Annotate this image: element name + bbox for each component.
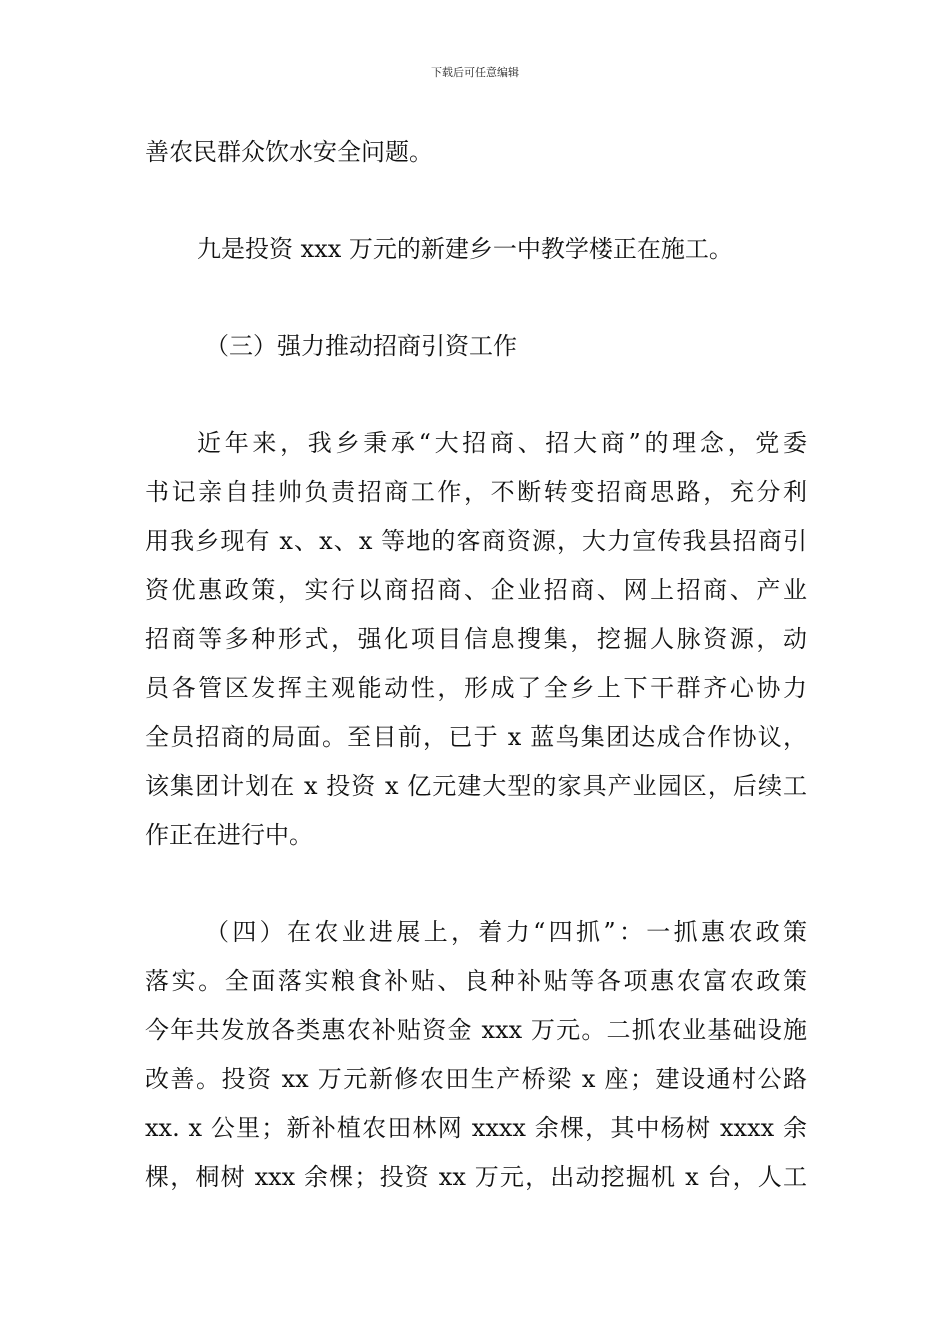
text-line: 棵，桐树 xxx 余棵；投资 xx 万元，出动挖掘机 x 台，人工 <box>145 1163 807 1191</box>
text-line: 作正在进行中。 <box>145 821 313 849</box>
paragraph-4 <box>145 419 807 860</box>
section-heading-3 <box>145 322 807 371</box>
text-line: 用我乡现有 x、x、x 等地的客商资源，大力宣传我县招商引 <box>145 527 807 555</box>
paragraph-gap <box>145 274 807 322</box>
document-body <box>145 128 807 1202</box>
text-line: 善农民群众饮水安全问题。 <box>145 138 433 166</box>
paragraph-gap <box>145 371 807 419</box>
text-line: 今年共发放各类惠农补贴资金 xxx 万元。二抓农业基础设施 <box>145 1016 807 1044</box>
text-line: 员各管区发挥主观能动性，形成了全乡上下干群齐心协力 <box>145 674 807 702</box>
text-line: 书记亲自挂帅负责招商工作，不断转变招商思路，充分利 <box>145 478 807 506</box>
text-line: 九是投资 xxx 万元的新建乡一中教学楼正在施工。 <box>197 235 733 263</box>
text-line: （三）强力推动招商引资工作 <box>205 332 517 360</box>
text-line: 改善。投资 xx 万元新修农田生产桥梁 x 座；建设通村公路 <box>145 1065 807 1093</box>
page-header: 下载后可任意编辑 <box>431 66 519 79</box>
text-line: 近年来，我乡秉承“大招商、招大商”的理念，党委 <box>197 429 807 457</box>
text-line: （四）在农业进展上，着力“四抓”：一抓惠农政策 <box>205 918 807 946</box>
text-line: 该集团计划在 x 投资 x 亿元建大型的家具产业园区，后续工 <box>145 772 807 800</box>
paragraph-5 <box>145 908 807 1202</box>
paragraph-2 <box>145 225 807 274</box>
paragraph-gap <box>145 860 807 908</box>
text-line: 资优惠政策，实行以商招商、企业招商、网上招商、产业 <box>145 576 807 604</box>
paragraph-gap <box>145 177 807 225</box>
text-line: 招商等多种形式，强化项目信息搜集，挖掘人脉资源，动 <box>145 625 807 653</box>
text-line: 落实。全面落实粮食补贴、良种补贴等各项惠农富农政策 <box>145 967 807 995</box>
text-line: xx. x 公里；新补植农田林网 xxxx 余棵，其中杨树 xxxx 余 <box>145 1114 807 1142</box>
paragraph-1 <box>145 128 807 177</box>
text-line: 全员招商的局面。至目前，已于 x 蓝鸟集团达成合作协议， <box>145 723 807 751</box>
